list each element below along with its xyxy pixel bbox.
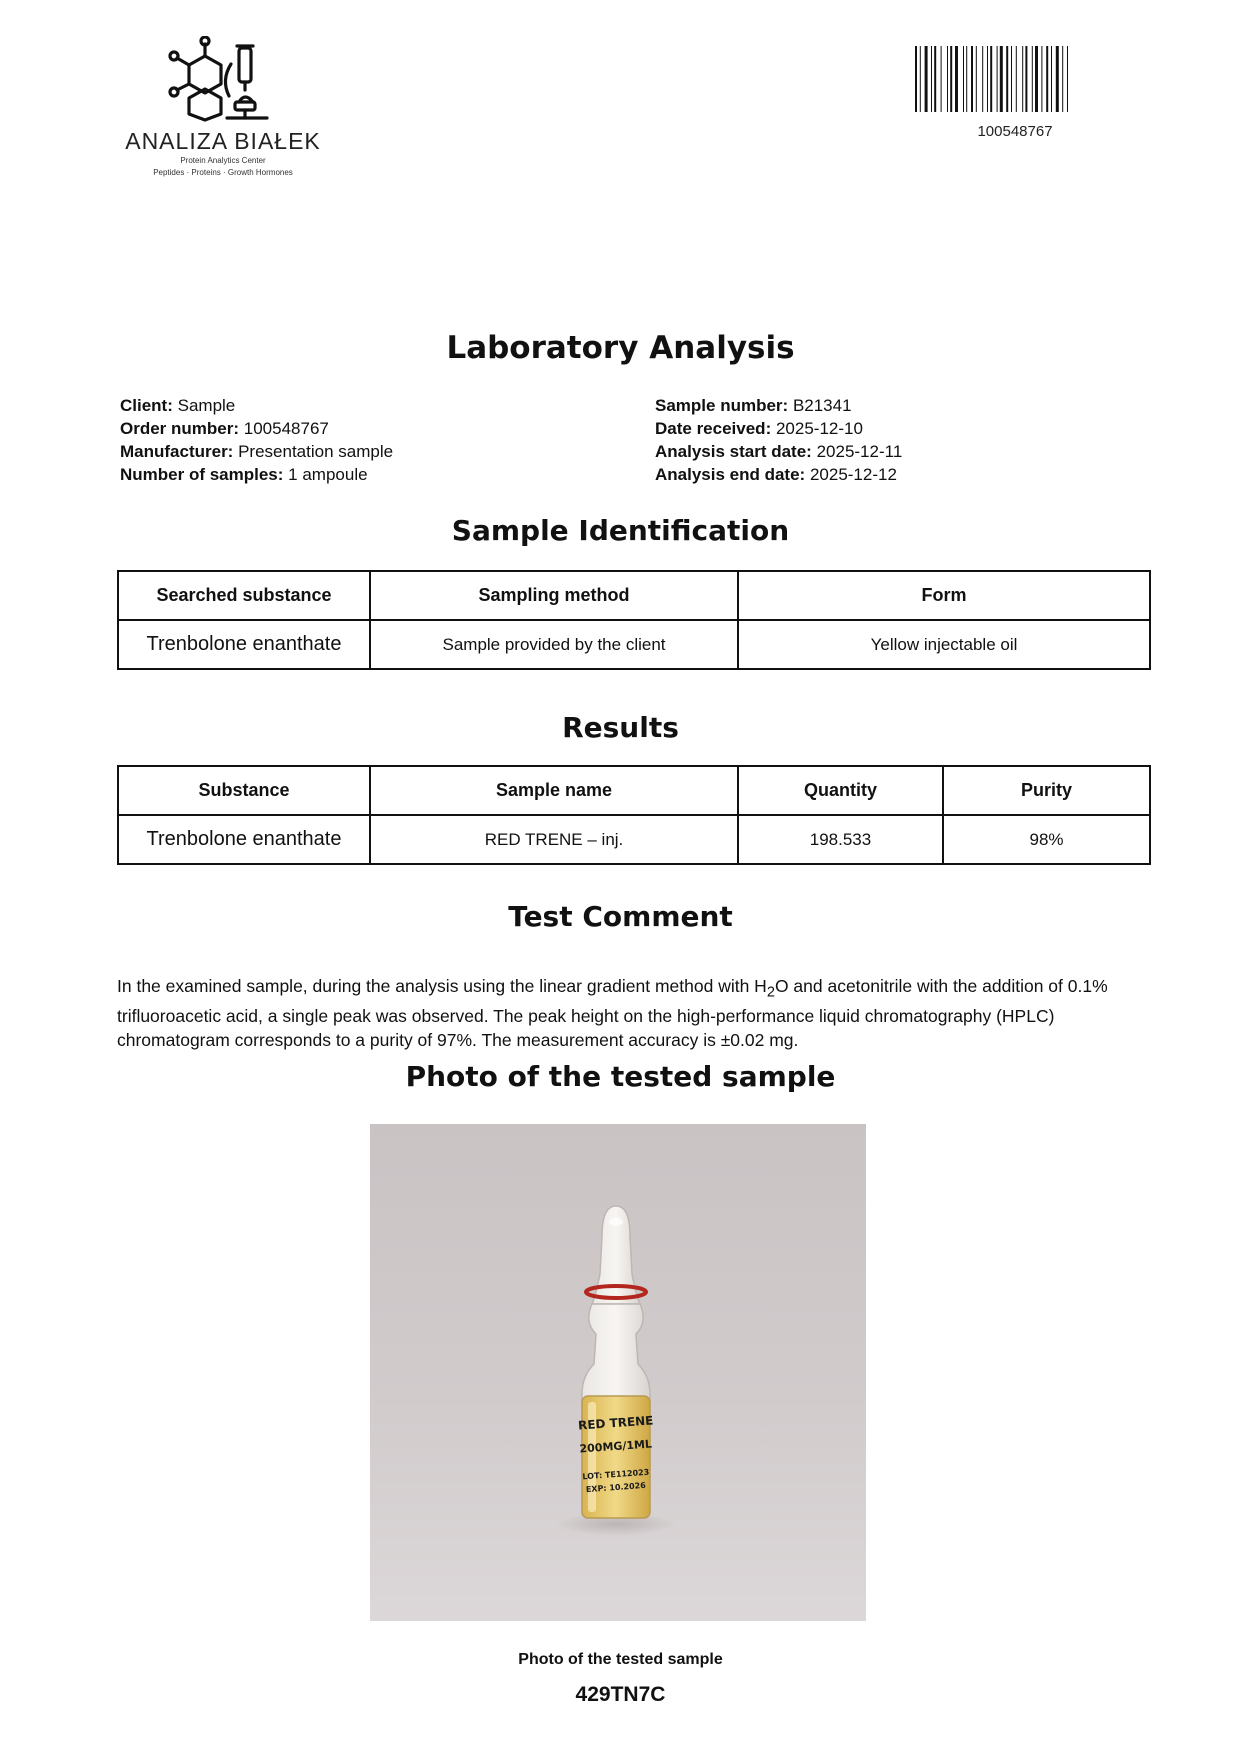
barcode-icon — [915, 46, 1115, 112]
identification-table — [117, 570, 1151, 670]
comment-text: In the examined sample, during the analysis using the linear gradient method with $H_2O$ and acetonitrile with the addition of 0.1% trifluoroacetic acid, a single peak was observed. The peak height on the high-performance liquid chromatography (HPLC) chromatogram corresponds to a purity of 97%. The measurement accuracy is ±0.02 mg. — [117, 975, 1108, 1050]
lab-molecule-microscope-icon — [163, 36, 283, 124]
logo-subtitle-line2: Peptides · Proteins · Growth Hormones — [153, 168, 293, 177]
table-row — [118, 620, 1150, 669]
table-header-cell: Purity — [943, 766, 1150, 815]
ampoule-label-line3: LOT: TE112023 — [582, 1467, 650, 1482]
meta-order-number: Order number: 100548767 — [120, 419, 329, 438]
ampoule-label-line2: 200MG/1ML — [579, 1437, 653, 1456]
comment-heading: Test Comment — [508, 900, 733, 933]
meta-sample-number: Sample number: B21341 — [655, 396, 852, 415]
table-header-row — [118, 766, 1150, 815]
table-header-cell: Quantity — [738, 766, 943, 815]
ampoule-label-line1: RED TRENE — [577, 1413, 654, 1433]
meta-analysis-end-date: Analysis end date: 2025-12-12 — [655, 465, 897, 484]
table-cell: Sample provided by the client — [370, 620, 738, 669]
company-logo — [118, 36, 328, 179]
table-cell: RED TRENE – inj. — [370, 815, 738, 864]
table-cell: Yellow injectable oil — [738, 620, 1150, 669]
meta-left — [120, 394, 393, 486]
document-code: 429TN7C — [575, 1683, 666, 1706]
logo-name: ANALIZA BIAŁEK — [125, 128, 321, 154]
logo-subtitle-line1: Protein Analytics Center — [180, 156, 266, 165]
photo-heading: Photo of the tested sample — [405, 1060, 836, 1093]
table-cell: Trenbolone enanthate — [118, 815, 370, 864]
barcode — [915, 46, 1115, 140]
table-cell: 98% — [943, 815, 1150, 864]
results-heading: Results — [562, 711, 679, 744]
table-cell: Trenbolone enanthate — [118, 620, 370, 669]
table-header-cell: Sampling method — [370, 571, 738, 620]
meta-client: Client: Sample — [120, 396, 236, 415]
meta-manufacturer: Manufacturer: Presentation sample — [120, 442, 394, 461]
identification-heading: Sample Identification — [451, 514, 790, 547]
sample-photo — [370, 1124, 866, 1621]
table-header-cell: Form — [738, 571, 1150, 620]
meta-analysis-start-date: Analysis start date: 2025-12-11 — [655, 442, 903, 461]
ampoule-icon — [370, 1124, 866, 1621]
table-cell: 198.533 — [738, 815, 943, 864]
table-header-cell: Searched substance — [118, 571, 370, 620]
barcode-number: 100548767 — [977, 123, 1053, 140]
photo-caption: Photo of the tested sample — [518, 1651, 723, 1668]
table-header-cell: Sample name — [370, 766, 738, 815]
table-header-cell: Substance — [118, 766, 370, 815]
page-title: Laboratory Analysis — [446, 330, 795, 366]
ampoule-label-line4: EXP: 10.2026 — [585, 1480, 647, 1495]
table-row — [118, 815, 1150, 864]
results-table — [117, 765, 1151, 865]
meta-number-of-samples: Number of samples: 1 ampoule — [120, 465, 368, 484]
meta-right — [655, 394, 902, 486]
table-header-row — [118, 571, 1150, 620]
meta-date-received: Date received: 2025-12-10 — [655, 419, 863, 438]
